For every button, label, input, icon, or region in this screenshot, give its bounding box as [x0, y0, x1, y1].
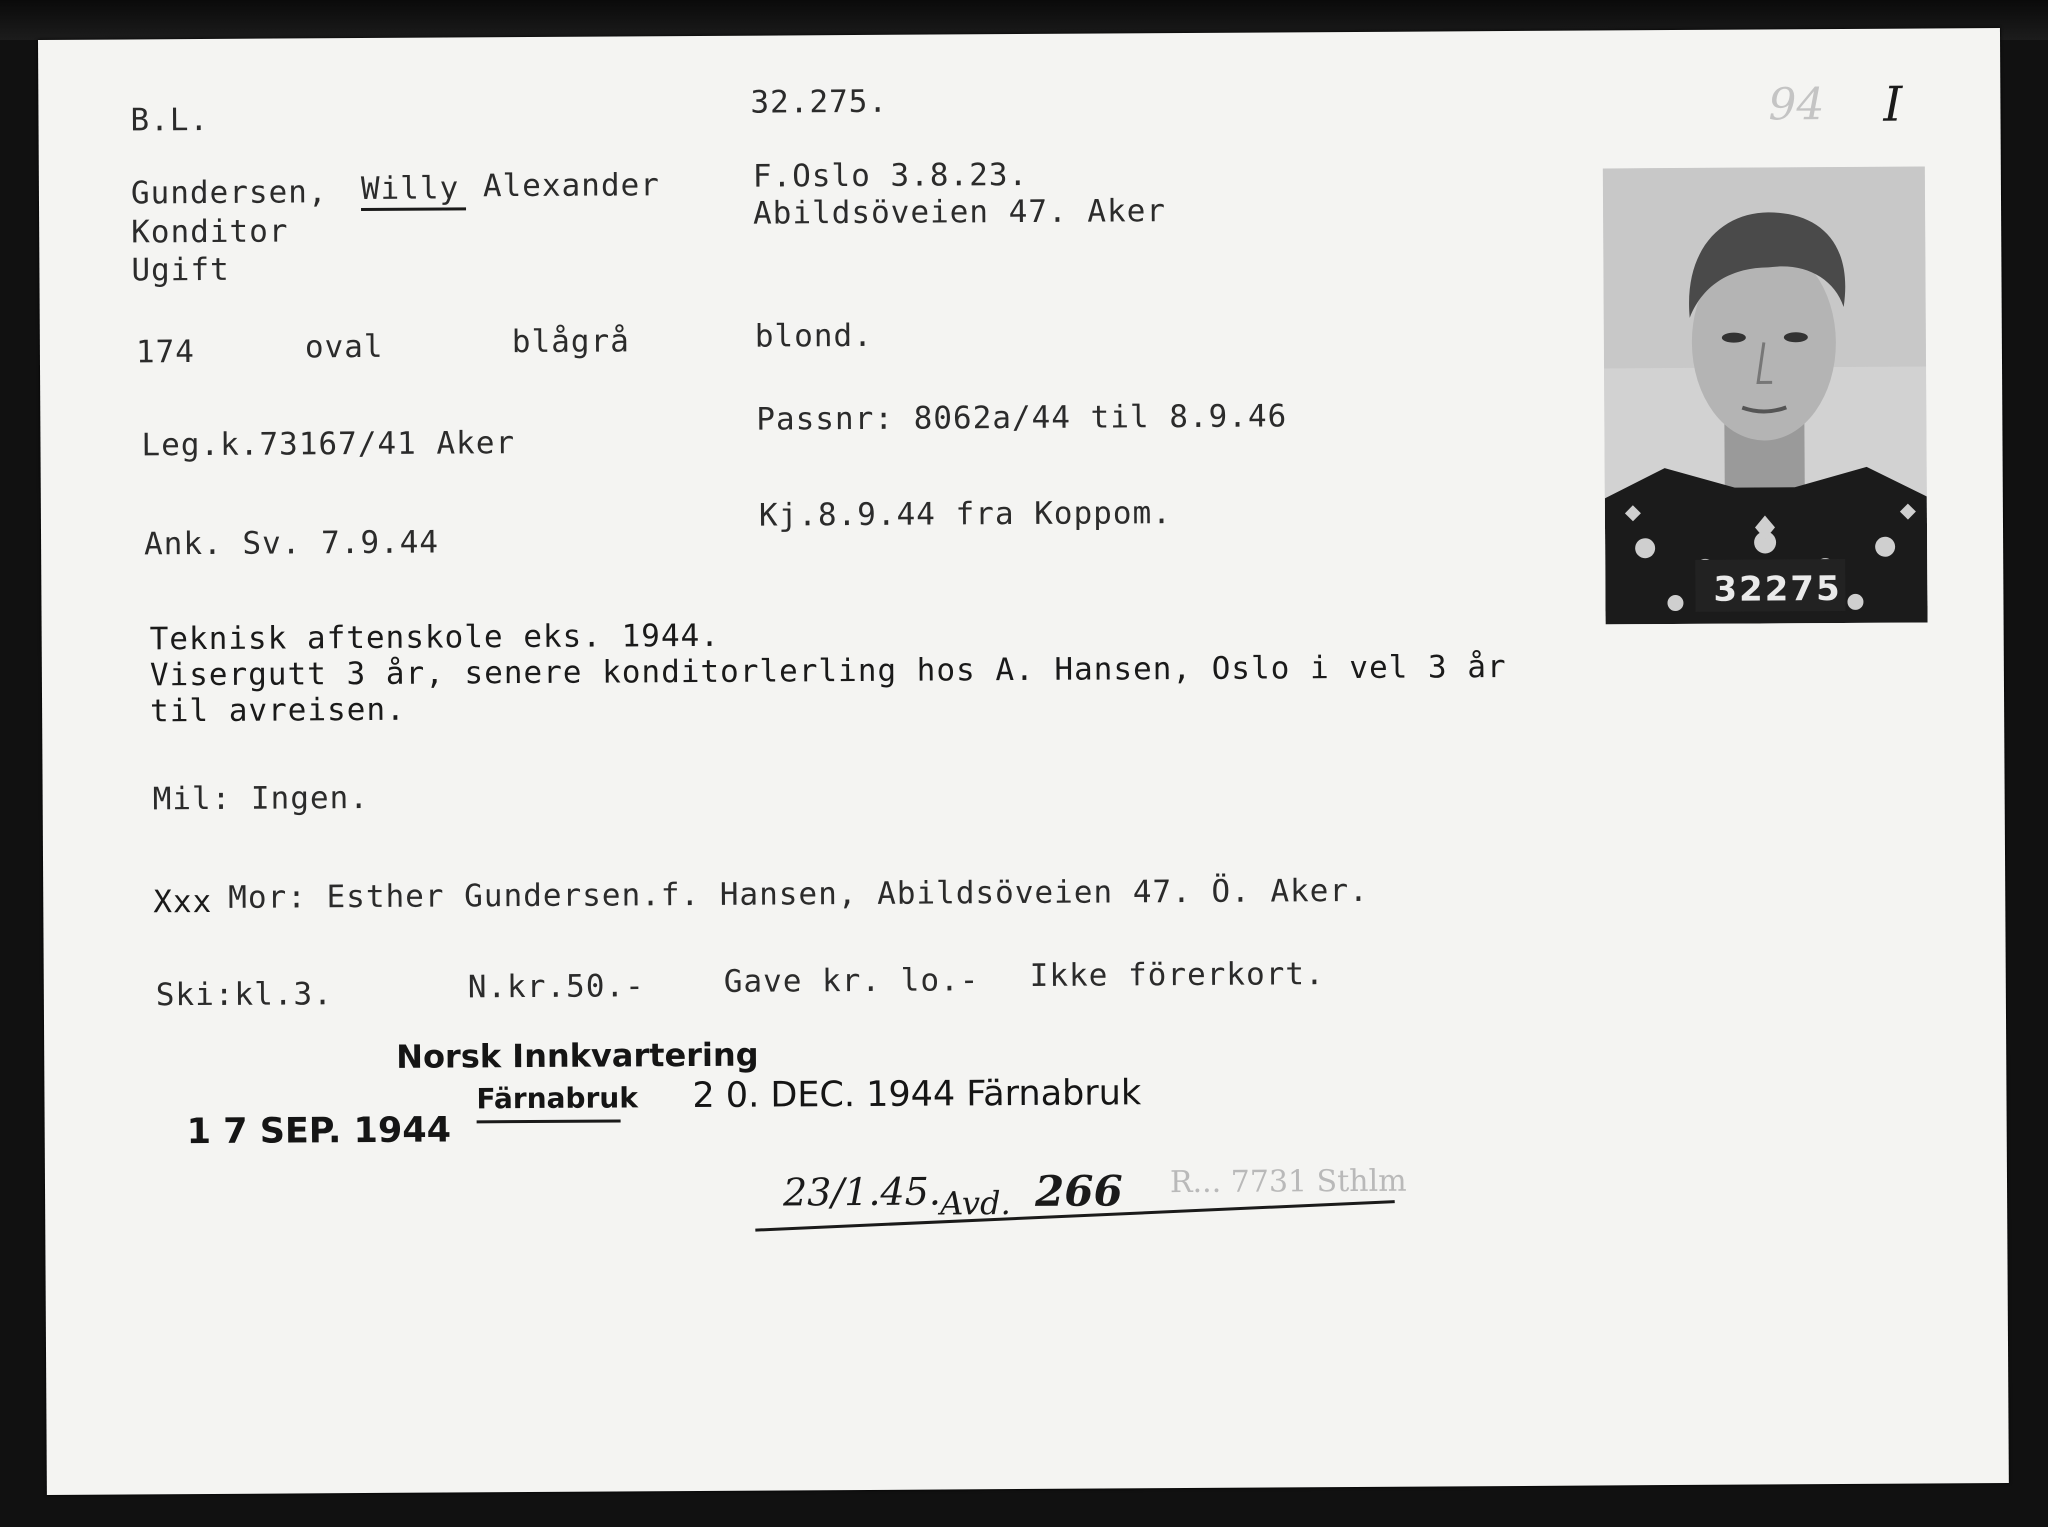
drivers-license: Ikke förerkort.: [1029, 956, 1325, 994]
avd-number: 266: [1034, 1166, 1123, 1216]
occupation: Konditor: [131, 213, 289, 251]
route: Kj.8.9.44 fra Koppom.: [758, 495, 1172, 534]
registration-card: [38, 28, 2009, 1495]
photo-number: 32275: [1713, 568, 1842, 610]
housing-stamp-underline: [477, 1119, 621, 1123]
address: Abildsöveien 47. Aker: [752, 193, 1167, 232]
height: 174: [135, 334, 196, 371]
legitimation: Leg.k.73167/41 Aker: [141, 425, 516, 464]
arrival-date-stamp: 1 7 SEP. 1944: [186, 1110, 452, 1153]
header-left: B.L.: [130, 101, 210, 139]
mother-strikeout: Xxx: [153, 883, 213, 921]
education-line-1: Teknisk aftenskole eks. 1944.: [149, 617, 721, 658]
hair-color: blond.: [754, 317, 873, 355]
first-name-underline: [361, 207, 466, 211]
housing-stamp-title: Norsk Innkvartering: [396, 1035, 759, 1076]
card-number: 32.275.: [750, 83, 889, 121]
middle-name: Alexander: [482, 167, 660, 205]
surname: Gundersen,: [130, 174, 328, 212]
birth: F.Oslo 3.8.23.: [752, 156, 1029, 195]
face-shape: oval: [304, 328, 384, 366]
money: N.kr.50.-: [467, 968, 645, 1006]
corner-tick: I: [1883, 76, 1903, 133]
first-name: Willy: [360, 170, 460, 208]
avd-label: Avd.: [940, 1184, 1011, 1223]
mother: Mor: Esther Gundersen.f. Hansen, Abildsöveien 47. Ö. Aker.: [228, 872, 1369, 916]
eye-color: blågrå: [511, 323, 630, 361]
gift: Gave kr. lo.-: [723, 962, 980, 1000]
education-line-3: til avreisen.: [149, 691, 406, 730]
corner-mark: 94: [1768, 79, 1825, 131]
faint-stamp: R... 7731 Sthlm: [1169, 1163, 1407, 1201]
arrival: Ank. Sv. 7.9.44: [143, 524, 440, 563]
education-line-2: Visergutt 3 år, senere konditorlerling hos A. Hansen, Oslo i vel 3 år: [149, 649, 1507, 694]
military: Mil: Ingen.: [152, 779, 370, 818]
passport: Passnr: 8062a/44 til 8.9.46: [756, 398, 1288, 438]
marital-status: Ugift: [131, 251, 230, 289]
ski-level: Ski:kl.3.: [155, 976, 333, 1014]
housing-stamp-place: Färnabruk: [476, 1081, 639, 1116]
handwritten-date: 23/1.45.: [782, 1169, 942, 1215]
portrait-photo: [1603, 166, 1928, 624]
departure-date-stamp: 2 0. DEC. 1944 Färnabruk: [692, 1073, 1142, 1117]
